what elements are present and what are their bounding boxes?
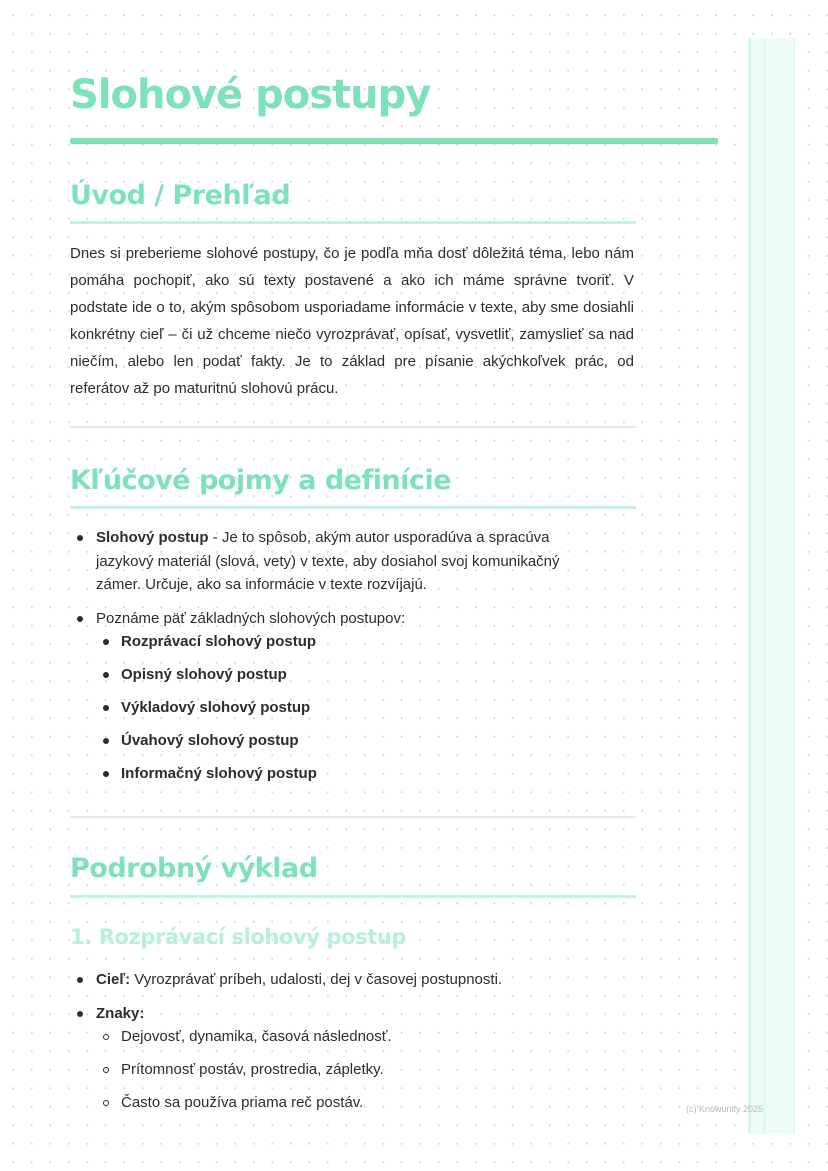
definition-term: Slohový postup	[96, 529, 209, 546]
section-heading-key-terms: Kľúčové pojmy a definície	[70, 465, 452, 496]
section-divider	[70, 426, 636, 428]
types-list	[96, 630, 636, 786]
section-heading-detail-underline	[70, 895, 636, 898]
section-heading-key-terms-underline	[70, 506, 636, 509]
list-item-types	[70, 607, 636, 786]
type-item: Opisný slohový postup	[96, 663, 636, 687]
list-item-signs	[70, 1002, 636, 1115]
page-title: Slohové postupy	[70, 72, 431, 118]
sign-item: Dejovosť, dynamika, časová následnosť.	[96, 1025, 636, 1049]
type-item: Výkladový slohový postup	[96, 696, 636, 720]
section-heading-intro-underline	[70, 221, 636, 224]
section-divider	[70, 816, 636, 818]
signs-list	[96, 1025, 636, 1115]
sign-item: Prítomnosť postáv, prostredia, zápletky.	[96, 1058, 636, 1082]
detail-list	[70, 968, 636, 1115]
section-heading-detail: Podrobný výklad	[70, 853, 318, 884]
type-item: Rozprávací slohový postup	[96, 630, 636, 654]
list-item-definition	[70, 526, 566, 597]
margin-strip-line	[763, 38, 766, 1134]
list-item-goal	[70, 968, 636, 992]
intro-paragraph: Dnes si preberieme slohové postupy, čo je podľa mňa dosť dôležitá téma, lebo nám pomáha pochopiť, ako sú texty postavené a ako ich máme správne tvoriť. V podstate ide o to, akým spôsobom usporiadame informácie v texte, aby sme dosiahli konkrétny cieľ – či už chceme niečo vyrozprávať, opísať, vysvetliť, zamyslieť sa nad niečím, alebo len podať fakty. Je to základ pre písanie akýchkoľvek prác, od referátov až po maturitnú slohovú prácu.	[70, 245, 634, 397]
sign-item: Často sa používa priama reč postáv.	[96, 1091, 636, 1115]
margin-strip	[748, 38, 795, 1134]
title-underline	[70, 138, 718, 144]
key-terms-list	[70, 526, 636, 786]
type-item: Úvahový slohový postup	[96, 729, 636, 753]
type-item: Informačný slohový postup	[96, 762, 636, 786]
definition-text: - Je to spôsob, akým autor usporadúva a spracúva jazykový materiál (slová, vety) v texte, aby dosiahol svoj komunikačný zámer. Určuje, ako sa informácie v texte rozvíjajú.	[96, 529, 560, 593]
section-heading-intro: Úvod / Prehľad	[70, 180, 291, 211]
subsection-heading: 1. Rozprávací slohový postup	[70, 925, 407, 949]
copyright-footer: (c) Knowunity 2025	[686, 1104, 764, 1114]
signs-label: Znaky:	[96, 1004, 145, 1022]
goal-text: Vyrozprávať príbeh, udalosti, dej v časovej postupnosti.	[130, 971, 503, 988]
goal-label: Cieľ:	[96, 971, 131, 988]
types-intro: Poznáme päť základných slohových postupov:	[96, 609, 406, 627]
